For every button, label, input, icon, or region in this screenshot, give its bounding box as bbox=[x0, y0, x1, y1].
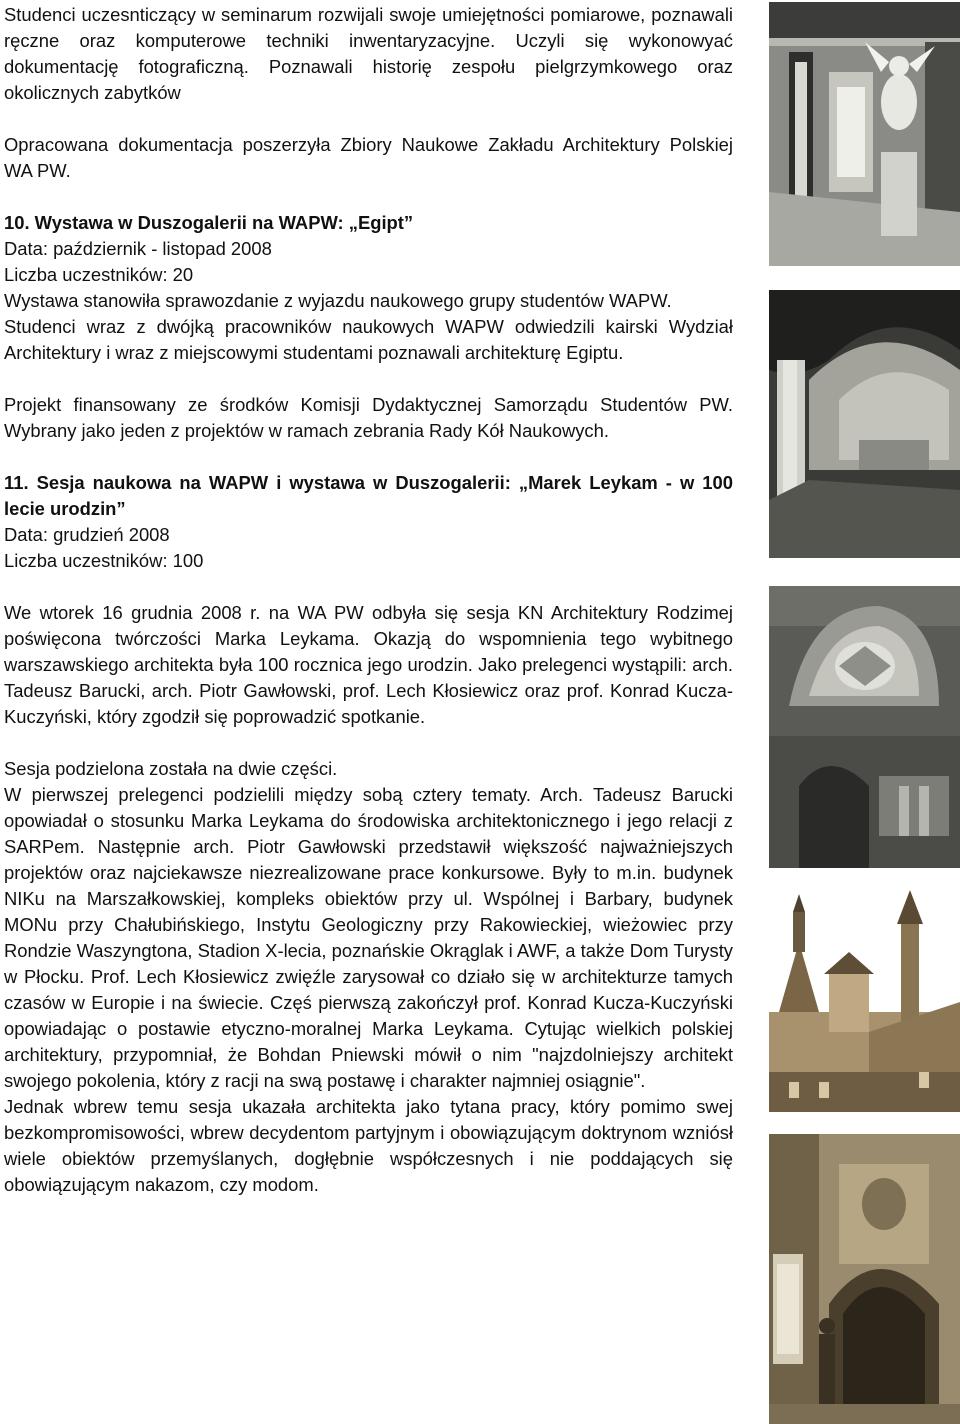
section-10-paragraph-2: Studenci wraz z dwójką pracowników naukowych WAPW odwiedzili kairski Wydział Architektury i wraz z miejscowymi studentami poznawali architekturę Egiptu. bbox=[4, 316, 733, 363]
palace-gallery-statue-photo bbox=[769, 2, 960, 266]
old-town-towers-photo bbox=[769, 882, 960, 1112]
section-11-paragraph-3: W pierwszej prelegenci podzielili między sobą cztery tematy. Arch. Tadeusz Barucki opowiadał o stosunku Marka Leykama do środowiska architektonicznego i jego relacji z SARPem. Następnie arch. Piotr Gawłowski przedstawił większość najważniejszych projektów oraz najciekawsze niezrealizowane prace konkursowe. Były to m.in. budynek NIKu na Marszałkowskiej, kompleks obiektów przy ul. Wspólnej i Barbary, budynek MONu przy Chałubińskiego, Instytu Geologiczny przy Rakowieckiej, wieżowiec przy Rondzie Waszyngtona, Stadion X-lecia, poznańskie Okrąglak i AWF, a także Dom Turysty w Płocku. Prof. Lech Kłosiewicz zwięźle zarysował co działo się w architekturze tamych czasów w Europie i na świecie. Częś pierwszą zakończył prof. Konrad Kucza-Kuczyński opowiadając o postawie etyczno-moralnej Marka Leykama. Cytując wielkich polskiej architektury, przypomniał, że Bohdan Pniewski mówił o nim "najzdolniejszy architekt swojego pokolenia, który z racji na swą postawę i charakter najmniej osiągnie". bbox=[4, 784, 733, 1091]
spacer bbox=[4, 730, 733, 756]
intro-paragraph-2: Opracowana dokumentacja poszerzyła Zbiory Naukowe Zakładu Architektury Polskiej WA PW. bbox=[4, 134, 733, 181]
street-portal-photo bbox=[769, 1134, 960, 1424]
section-10-participants: Liczba uczestników: 20 bbox=[4, 264, 194, 285]
vaulted-cellar-photo bbox=[769, 290, 960, 558]
section-10-date: Data: październik - listopad 2008 bbox=[4, 238, 272, 259]
section-11-heading: 11. Sesja naukowa na WAPW i wystawa w Duszogalerii: „Marek Leykam - w 100 lecie urodzin” bbox=[4, 472, 733, 519]
section-11-paragraph-2: Sesja podzielona została na dwie części. bbox=[4, 758, 338, 779]
document-text bbox=[4, 2, 733, 1198]
spacer bbox=[4, 444, 733, 470]
section-10-heading: 10. Wystawa w Duszogalerii na WAPW: „Egipt” bbox=[4, 212, 414, 233]
spacer bbox=[4, 184, 733, 210]
section-10-paragraph-1: Wystawa stanowiła sprawozdanie z wyjazdu naukowego grupy studentów WAPW. bbox=[4, 290, 672, 311]
section-11-paragraph-4: Jednak wbrew temu sesja ukazała architekta jako tytana pracy, który pomimo swej bezkompromisowości, wbrew decydentom partyjnym i obowiązującym doktrynom wzniósł wiele obiektów przemyślanych, dogłębnie współczesnych i nie poddających się obowiązującym nakazom, czy modom. bbox=[4, 1096, 733, 1195]
section-11-date: Data: grudzień 2008 bbox=[4, 524, 170, 545]
section-11-paragraph-1: We wtorek 16 grudnia 2008 r. na WA PW odbyła się sesja KN Architektury Rodzimej poświęcona twórczości Marka Leykama. Okazją do wspomnienia tego wybitnego warszawskiego architekta była 100 rocznica jego urodzin. Jako prelegenci wystąpili: arch. Tadeusz Barucki, arch. Piotr Gawłowski, prof. Lech Kłosiewicz oraz prof. Konrad Kucza-Kuczyński, który zgodził się poprowadzić spotkanie. bbox=[4, 602, 733, 727]
carved-stone-relief-photo bbox=[769, 586, 960, 868]
intro-paragraph-1: Studenci uczesnticzący w seminarum rozwijali swoje umiejętności pomiarowe, poznawali ręczne oraz komputerowe techniki inwentaryzacyjne. Uczyli się wykonowyać dokumentację fotograficzną. Poznawali historię zespołu pielgrzymkowego oraz okolicznych zabytków bbox=[4, 4, 733, 103]
spacer bbox=[4, 366, 733, 392]
section-11-participants: Liczba uczestników: 100 bbox=[4, 550, 204, 571]
spacer bbox=[4, 574, 733, 600]
spacer bbox=[4, 106, 733, 132]
section-10-paragraph-3: Projekt finansowany ze środków Komisji Dydaktycznej Samorządu Studentów PW. Wybrany jako jeden z projektów w ramach zebrania Rady Kół Naukowych. bbox=[4, 394, 733, 441]
